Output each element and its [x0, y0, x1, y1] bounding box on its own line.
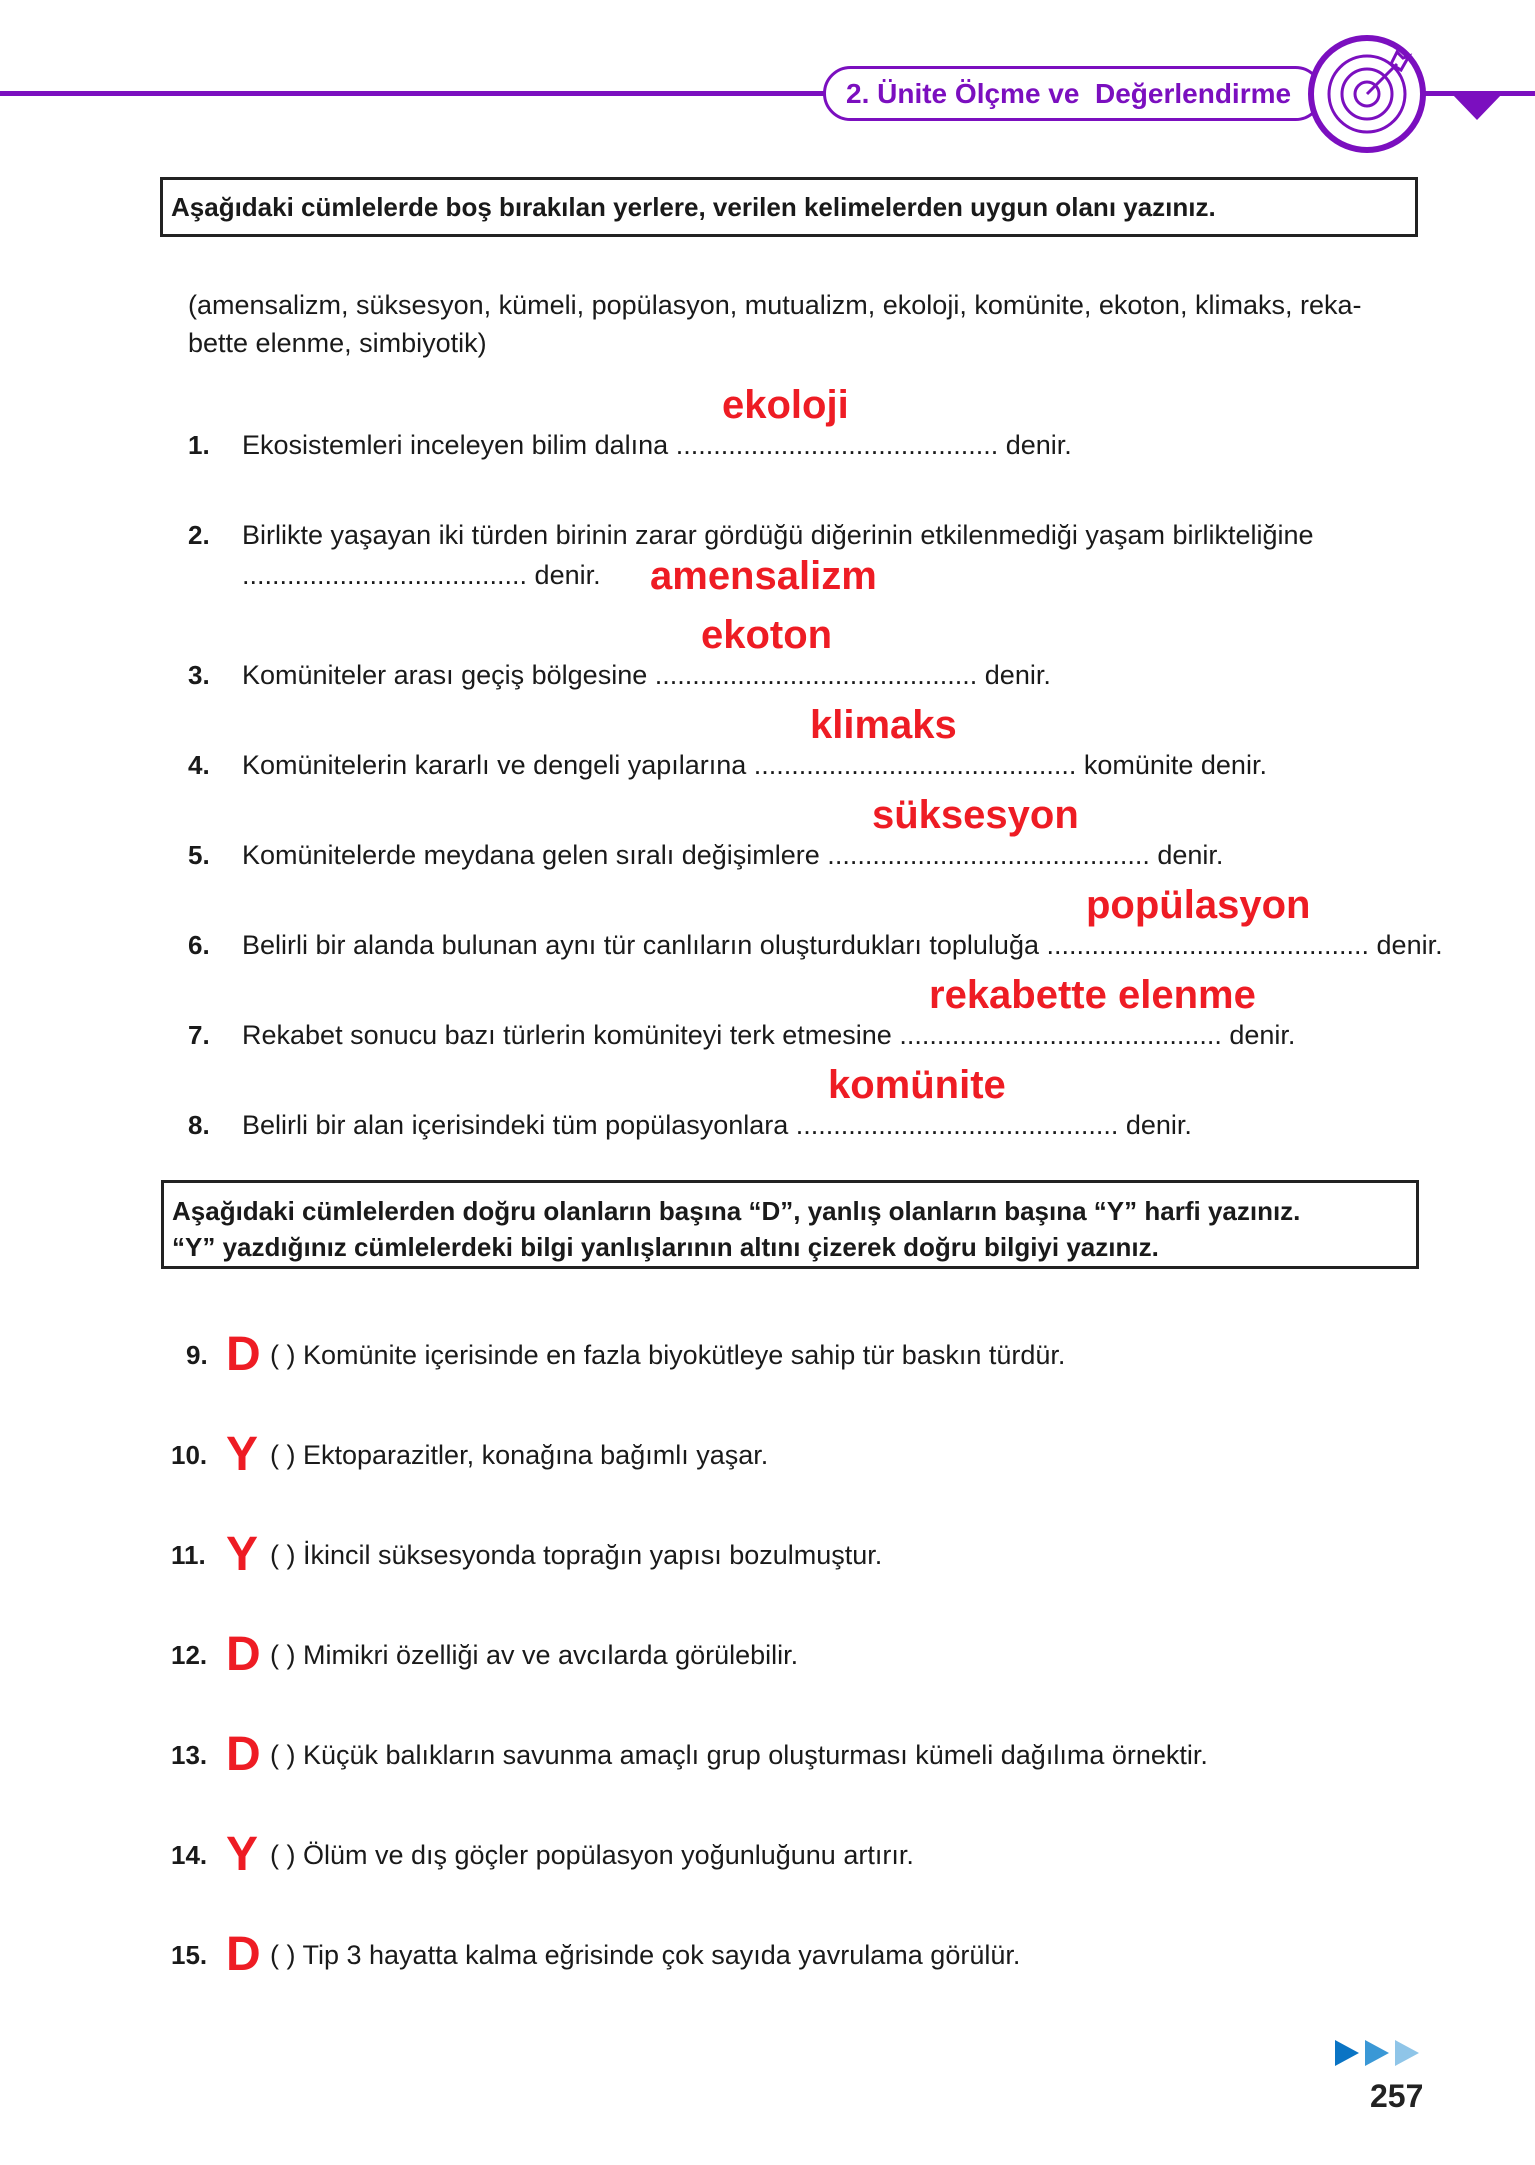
item-number: 10.	[171, 1440, 208, 1470]
handwritten-answer: amensalizm	[650, 554, 877, 598]
handwritten-answer: klimaks	[810, 703, 957, 747]
handwritten-answer: Y	[226, 1428, 259, 1481]
item-text: ( ) Komünite içerisinde en fazla biyokütleye sahip tür baskın türdür.	[270, 1340, 1066, 1370]
handwritten-answer: D	[226, 1728, 261, 1781]
item-number: 12.	[171, 1640, 208, 1670]
item-text: Ekosistemleri inceleyen bilim dalına ........................................... denir.	[242, 430, 1072, 460]
handwritten-answer: Y	[226, 1828, 259, 1881]
instruction-text: “Y” yazdığınız cümlelerdeki bilgi yanlışlarının altını çizerek doğru bilgiyi yazınız.	[172, 1232, 1159, 1262]
item-text: ( ) Küçük balıkların savunma amaçlı grup oluşturması kümeli dağılıma örnektir.	[270, 1740, 1208, 1770]
handwritten-answer: süksesyon	[872, 793, 1079, 837]
item-number: 8.	[188, 1110, 210, 1140]
item-text: Birlikte yaşayan iki türden birinin zarar gördüğü diğerinin etkilenmediği yaşam birlikteliğine	[242, 520, 1314, 550]
page-number: 257	[1370, 2078, 1424, 2114]
item-number: 1.	[188, 430, 210, 460]
item-number: 3.	[188, 660, 210, 690]
item-text: ( ) Ektoparazitler, konağına bağımlı yaşar.	[270, 1440, 769, 1470]
handwritten-answer: popülasyon	[1086, 883, 1311, 927]
item-number: 15.	[171, 1940, 208, 1970]
item-number: 7.	[188, 1020, 210, 1050]
instruction-text: Aşağıdaki cümlelerde boş bırakılan yerlere, verilen kelimelerden uygun olanı yazınız.	[171, 192, 1216, 222]
item-text: ...................................... denir.	[242, 560, 601, 590]
handwritten-answer: D	[226, 1628, 261, 1681]
item-number: 13.	[171, 1740, 208, 1770]
handwritten-answer: D	[226, 1328, 261, 1381]
header-pill	[823, 66, 1323, 121]
instruction-box-2	[161, 1180, 1419, 1269]
item-text: Komünitelerin kararlı ve dengeli yapılarına ........................................... komünite denir.	[242, 750, 1267, 780]
instruction-text: Aşağıdaki cümlelerden doğru olanların başına “D”, yanlış olanların başına “Y” harfi yazınız.	[172, 1196, 1301, 1226]
item-text: ( ) Tip 3 hayatta kalma eğrisinde çok sayıda yavrulama görülür.	[270, 1940, 1021, 1970]
item-text: ( ) Ölüm ve dış göçler popülasyon yoğunluğunu artırır.	[270, 1840, 914, 1870]
item-number: 14.	[171, 1840, 208, 1870]
handwritten-answer: komünite	[828, 1063, 1006, 1107]
word-list: (amensalizm, süksesyon, kümeli, popülasyon, mutualizm, ekoloji, komünite, ekoton, klimaks, reka-	[188, 290, 1362, 320]
item-number: 9.	[186, 1340, 208, 1370]
item-number: 5.	[188, 840, 210, 870]
handwritten-answer: D	[226, 1928, 261, 1981]
item-text: ( ) İkincil süksesyonda toprağın yapısı bozulmuştur.	[270, 1540, 883, 1570]
unit-title: 2. Ünite Ölçme ve Değerlendirme	[846, 78, 1292, 109]
item-text: Belirli bir alanda bulunan aynı tür canlıların oluşturdukları topluluğa ........................................... denir.	[242, 930, 1443, 960]
handwritten-answer: ekoton	[701, 613, 833, 657]
item-number: 6.	[188, 930, 210, 960]
word-list: bette elenme, simbiyotik)	[188, 328, 487, 358]
handwritten-answer: ekoloji	[722, 383, 849, 427]
item-text: Komünitelerde meydana gelen sıralı değişimlere ........................................... denir.	[242, 840, 1224, 870]
item-text: Rekabet sonucu bazı türlerin komüniteyi terk etmesine ........................................... denir.	[242, 1020, 1296, 1050]
item-text: ( ) Mimikri özelliği av ve avcılarda görülebilir.	[270, 1640, 799, 1670]
target-icon	[1305, 34, 1429, 158]
handwritten-answer: rekabette elenme	[929, 973, 1256, 1017]
item-text: Belirli bir alan içerisindeki tüm popülasyonlara ........................................... denir.	[242, 1110, 1192, 1140]
header-triangle	[1452, 94, 1502, 122]
item-number: 2.	[188, 520, 210, 550]
handwritten-answer: Y	[226, 1528, 259, 1581]
item-number: 4.	[188, 750, 210, 780]
next-arrows-icon	[1335, 2040, 1419, 2066]
item-number: 11.	[171, 1540, 206, 1570]
instruction-box-1	[160, 177, 1418, 237]
item-text: Komüniteler arası geçiş bölgesine ........................................... denir.	[242, 660, 1051, 690]
